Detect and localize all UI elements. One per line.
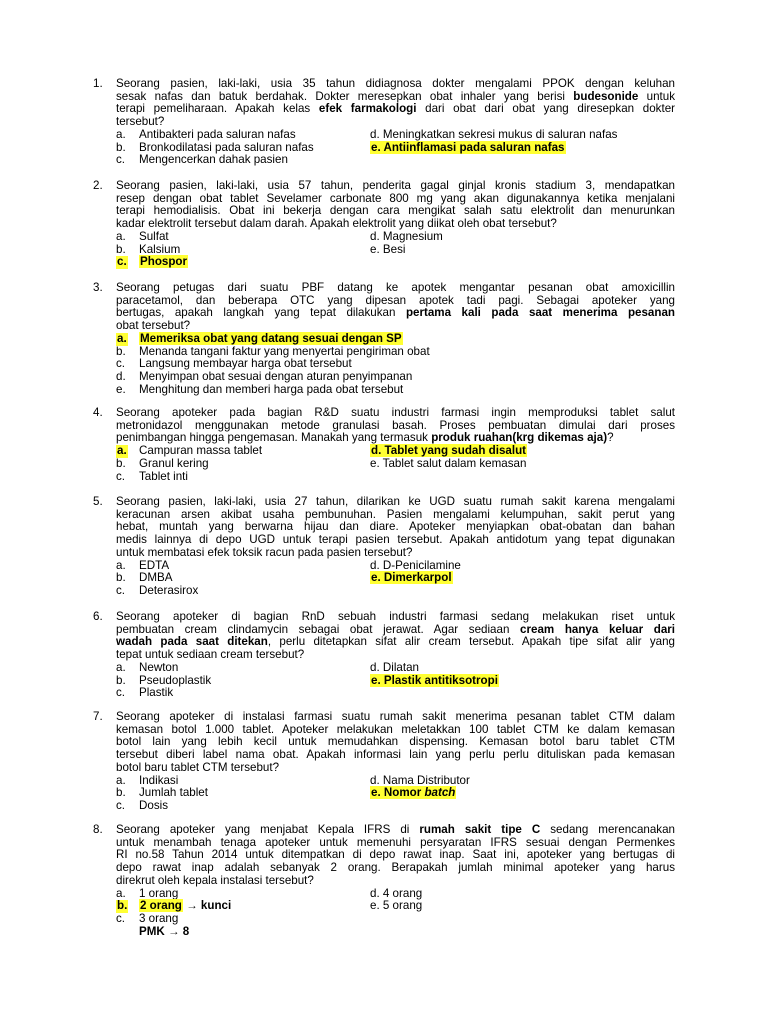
stem-line: Seorang pasien, laki-laki, usia 35 tahun didiagnosa dokter mengalami PPOK dengan keluhan bbox=[116, 77, 675, 90]
option-text: 1 orang bbox=[139, 886, 179, 900]
option-letter: b. bbox=[117, 899, 128, 913]
stem-line: terapi hemodialisis. Obat ini bekerja dengan cara mengikat salah satu elektrolit dan menurunkan bbox=[116, 204, 675, 218]
answer-highlight: e. Dimerkarpol bbox=[371, 571, 452, 585]
question-stem bbox=[116, 78, 675, 129]
option-text bbox=[370, 786, 456, 799]
stem-emphasis: rumah sakit tipe C bbox=[419, 823, 541, 836]
option-text: e. Tablet salut dalam kemasan bbox=[370, 456, 527, 470]
option-text: Sulfat bbox=[139, 229, 169, 243]
stem-line: botol lain yang lebih kecil untuk memudahkan dispensing. Kemasan botol baru tablet CTM bbox=[116, 735, 675, 749]
stem-line: RI no.58 Tahun 2014 untuk ditempatkan di depo rawat inap. Saat ini, apoteker yang bertugas di bbox=[116, 848, 675, 862]
stem-line: Seorang petugas dari suatu PBF datang ke apotek mengantar pesanan obat amoxicillin bbox=[116, 281, 675, 294]
stem-line: Seorang pasien, laki-laki, usia 27 tahun, dilarikan ke UGD suatu rumah sakit karena mengalami bbox=[116, 495, 675, 508]
option-e bbox=[370, 244, 405, 257]
option-text bbox=[139, 900, 231, 913]
option-text: Jumlah tablet bbox=[139, 786, 208, 800]
option-letter: a. bbox=[117, 444, 127, 458]
option-text: Antibakteri pada saluran nafas bbox=[139, 127, 296, 141]
option-letter: b. bbox=[116, 242, 126, 256]
option-text: Menghitung dan memberi harga pada obat tersebut bbox=[139, 382, 404, 396]
question-number: 4. bbox=[93, 406, 103, 419]
answer-highlight: e. Antiinflamasi pada saluran nafas bbox=[371, 140, 565, 154]
option-text: Bronkodilatasi pada saluran nafas bbox=[139, 140, 314, 154]
option-e bbox=[370, 675, 499, 688]
option-letter: c. bbox=[116, 469, 126, 483]
stem-line: medis lainnya di depo UGD untuk terapi pasien tersebut. Apakah antidotum yang tepat digunakan bbox=[116, 533, 675, 547]
stem-emphasis: efek farmakologi bbox=[318, 102, 417, 116]
option-text: d. Dilatan bbox=[370, 660, 419, 674]
stem-line: tepat untuk sediaan cream tersebut? bbox=[116, 648, 305, 662]
stem-line: tersebut? bbox=[116, 115, 165, 129]
option-text: Dosis bbox=[139, 798, 168, 812]
question-stem bbox=[116, 496, 675, 559]
option-e bbox=[370, 787, 456, 800]
stem-line: kadar elektrolit tersebut dalam darah. Apakah elektrolit yang diikat oleh obat tersebut? bbox=[116, 217, 557, 231]
stem-line: hebat, muntah yang berwarna hijau dan diare. Apoteker menyiapkan obat-obatan dan bahan bbox=[116, 520, 675, 534]
stem-emphasis: produk ruahan(krg dikemas aja) bbox=[431, 431, 608, 445]
option-text: d. 4 orang bbox=[370, 886, 423, 900]
option-letter: c. bbox=[116, 686, 126, 700]
answer-highlight: Memeriksa obat yang datang sesuai dengan SP bbox=[140, 331, 402, 345]
question-number: 3. bbox=[93, 281, 103, 294]
option-letter: a. bbox=[116, 773, 126, 787]
option-letter: a. bbox=[117, 331, 127, 345]
stem-line: keracunan arsen akibat usaha pembunuhan. Pasien mengalami kelumpuhan, sakit perut yang bbox=[116, 507, 675, 521]
stem-emphasis: budesonide bbox=[573, 89, 639, 103]
option-text: Indikasi bbox=[139, 773, 179, 787]
answer-highlight: e. Nomor batch bbox=[371, 786, 456, 800]
option-letter: b. bbox=[116, 786, 126, 800]
stem-line: resep dengan obat tablet Sevelamer carbonate 800 mg yang akan digunakannya ketika menjalani bbox=[116, 191, 675, 205]
stem-line: Seorang apoteker yang menjabat Kepala IFRS di rumah sakit tipe C sedang merencanakan bbox=[116, 823, 675, 836]
stem-line: paracetamol, dan beberapa OTC yang dipesan apotek tadi pagi. Sebagai apoteker yang bbox=[116, 293, 675, 307]
option-letter: a. bbox=[116, 229, 126, 243]
option-text: 3 orang bbox=[139, 911, 179, 925]
option-text: Langsung membayar harga obat tersebut bbox=[139, 357, 352, 371]
option-letter: d. bbox=[116, 369, 126, 383]
option-letter: c. bbox=[116, 911, 126, 925]
stem-line: untuk membatasi efek toksik racun pada pasien tersebut? bbox=[116, 545, 413, 559]
option-text: Pseudoplastik bbox=[139, 673, 212, 687]
option-text: Menanda tangani faktur yang menyertai pengiriman obat bbox=[139, 344, 430, 358]
option-e bbox=[370, 458, 526, 471]
option-text bbox=[139, 256, 188, 269]
stem-line: direkrut oleh kepala instalasi tersebut? bbox=[116, 873, 314, 887]
option-letter: b. bbox=[116, 456, 126, 470]
option-text bbox=[370, 674, 499, 687]
question-stem bbox=[116, 824, 675, 887]
question-number: 7. bbox=[93, 710, 103, 723]
stem-line: Seorang apoteker di bagian RnD sebuah industri farmasi sedang melakukan riset untuk bbox=[116, 610, 675, 623]
option-text: d. Magnesium bbox=[370, 229, 443, 243]
stem-line: kemasan botol 1.000 tablet. Apoteker melakukan meletakkan 100 tablet CTM ke dalam kemasan bbox=[116, 722, 675, 736]
stem-line: pembuatan cream clindamycin sebagai obat jerawat. Agar sediaan cream hanya keluar dari bbox=[116, 622, 675, 636]
option-letter: b. bbox=[116, 571, 126, 585]
question-stem bbox=[116, 407, 675, 445]
option-text: Menyimpan obat sesuai dengan aturan penyimpanan bbox=[139, 369, 413, 383]
option-text: e. 5 orang bbox=[370, 899, 423, 913]
answer-note-text: PMK → 8 bbox=[139, 924, 190, 938]
option-letter: c. bbox=[116, 357, 126, 371]
option-text: Tablet inti bbox=[139, 469, 188, 483]
option-letter: a. bbox=[116, 558, 126, 572]
question-number: 5. bbox=[93, 495, 103, 508]
option-italic: batch bbox=[424, 786, 456, 800]
question-stem bbox=[116, 180, 675, 231]
question-number: 1. bbox=[93, 77, 103, 90]
option-text: Campuran massa tablet bbox=[139, 444, 263, 458]
option-letter: c. bbox=[117, 255, 127, 269]
stem-line: metronidazol menggunakan metode granulasi basah. Proses pembuatan dimulai dari proses bbox=[116, 418, 675, 432]
stem-line: sesak nafas dan batuk berdahak. Dokter meresepkan obat inhaler yang berisi budesonide untuk bbox=[116, 89, 675, 103]
option-text: d. D-Penicilamine bbox=[370, 558, 461, 572]
stem-line: tersebut diberi label nama obat. Apakah informasi lain yang perlu perlu dituliskan pada kemasan bbox=[116, 748, 675, 762]
answer-highlight: 2 orang bbox=[140, 899, 182, 913]
option-text: Granul kering bbox=[139, 456, 209, 470]
stem-line: obat tersebut? bbox=[116, 319, 191, 333]
stem-emphasis: pertama kali pada saat menerima pesanan bbox=[405, 306, 675, 320]
option-letter: c. bbox=[116, 583, 126, 597]
stem-line: Seorang apoteker di instalasi farmasi suatu rumah sakit menerima pesanan tablet CTM dalam bbox=[116, 710, 675, 723]
answer-note bbox=[139, 926, 189, 939]
option-text: DMBA bbox=[139, 571, 173, 585]
option-e bbox=[370, 900, 422, 913]
question-stem bbox=[116, 282, 675, 333]
stem-line: depo rawat inap adalah sebanyak 2 orang. Berapakah jumlah minimal apoteker yang harus bbox=[116, 861, 675, 875]
question-number: 8. bbox=[93, 823, 103, 836]
option-e bbox=[370, 572, 453, 585]
option-letter: b. bbox=[116, 673, 126, 687]
answer-highlight: e. Plastik antitiksotropi bbox=[371, 673, 498, 687]
option-letter: c. bbox=[116, 798, 126, 812]
stem-line: untuk menambah tenaga apoteker untuk memenuhi persyaratan IFRS sesuai dengan Permenkes bbox=[116, 835, 675, 849]
option-letter: c. bbox=[116, 153, 126, 167]
option-text bbox=[370, 141, 566, 154]
question-stem bbox=[116, 611, 675, 662]
answer-key-note: → kunci bbox=[182, 899, 232, 913]
option-text: Plastik bbox=[139, 686, 174, 700]
stem-line: penimbangan hingga pengemasan. Manakah yang termasuk produk ruahan(krg dikemas aja)? bbox=[116, 431, 614, 445]
stem-line: botol baru tablet CTM tersebut? bbox=[116, 760, 280, 774]
option-letter: e. bbox=[116, 382, 126, 396]
stem-emphasis: cream hanya keluar dari bbox=[520, 622, 675, 636]
answer-highlight: d. Tablet yang sudah disalut bbox=[371, 444, 527, 458]
option-text: d. Nama Distributor bbox=[370, 773, 470, 787]
option-text: d. Meningkatkan sekresi mukus di saluran nafas bbox=[370, 127, 618, 141]
option-text: Mengencerkan dahak pasien bbox=[139, 153, 288, 167]
stem-line: terapi pemeliharaan. Apakah kelas efek farmakologi dari obat dari obat yang diresepkan dokter bbox=[116, 102, 676, 116]
option-text bbox=[139, 333, 403, 346]
option-letter: b. bbox=[116, 140, 126, 154]
option-text: Kalsium bbox=[139, 242, 181, 256]
option-letter: a. bbox=[116, 127, 126, 141]
option-letter: b. bbox=[116, 344, 126, 358]
question-number: 2. bbox=[93, 179, 103, 192]
option-text: Deterasirox bbox=[139, 583, 199, 597]
option-letter: a. bbox=[116, 660, 126, 674]
stem-line: wadah pada saat ditekan, perlu ditetapkan sifat alir cream tersebut. Apakah tipe sifat alir yang bbox=[116, 635, 675, 649]
stem-line: Seorang pasien, laki-laki, usia 57 tahun, penderita gagal ginjal kronis stadium 3, mendapatkan bbox=[116, 179, 675, 192]
option-text: EDTA bbox=[139, 558, 170, 572]
option-text bbox=[370, 571, 453, 584]
stem-line: Seorang apoteker pada bagian R&D suatu industri farmasi ingin memproduksi tablet salut bbox=[116, 406, 675, 419]
option-letter: a. bbox=[116, 886, 126, 900]
option-e bbox=[370, 142, 566, 155]
option-text: Newton bbox=[139, 660, 179, 674]
option-text bbox=[370, 444, 527, 457]
stem-line: bertugas, apakah langkah yang tepat dilakukan pertama kali pada saat menerima pesanan bbox=[116, 306, 675, 320]
stem-emphasis: wadah pada saat ditekan bbox=[116, 635, 268, 649]
question-stem bbox=[116, 711, 675, 774]
question-number: 6. bbox=[93, 610, 103, 623]
answer-highlight: Phospor bbox=[140, 255, 188, 269]
option-text: e. Besi bbox=[370, 242, 406, 256]
